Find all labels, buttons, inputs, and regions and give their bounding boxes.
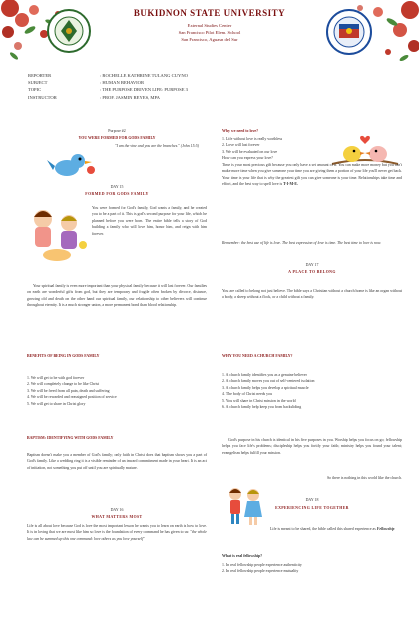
list-item: 2. We will completely change to be like Christ xyxy=(27,382,100,387)
header-line-2: San Francisco Pilot Elem. School xyxy=(178,30,241,35)
church-paragraph: God's purpose in his church is identical in his five purposes in you. Worship helps you focus on go; fellowship helps you face life's problems; discipleship helps you fortify your faith; ministry helps you found your talent; evangelism helps fulfill your mission. xyxy=(222,438,402,455)
info-reporter: REPORTER : ROCHELLE KATHRINE TULANG CUYNO xyxy=(28,73,188,78)
vine-quote: "I am the vine and you are the branches." (John 15:5) xyxy=(115,144,200,148)
list-item: 1. Life without love is really worthless xyxy=(222,137,283,141)
list-item: 5. You will share in Christ mission in the world xyxy=(222,398,296,403)
benefits-list xyxy=(27,375,207,407)
real-fellowship-list xyxy=(222,562,402,575)
purpose-label: Purpose #2 xyxy=(108,129,126,133)
info-instructor: INSTRUCTOR : PROF. JASMIN REYES, MPA xyxy=(28,94,160,100)
benefits-heading: BENEFITS OF BEING IN GODS FAMILY xyxy=(27,354,100,358)
time-word: T-I-M-E. xyxy=(283,182,298,187)
day15-label: DAY 15 xyxy=(110,185,124,189)
list-item: 2. A church family moves you out of self-centered isolation xyxy=(222,379,315,384)
list-item: 6. A church family help keep you from backsliding xyxy=(222,405,302,410)
list-item: How can you express your love? xyxy=(222,156,273,161)
day17-heading: A PLACE TO BELONG xyxy=(288,270,336,274)
day17-label: DAY 17 xyxy=(305,263,319,267)
list-item: 1. In real fellowship people experience authenticity xyxy=(222,563,302,567)
baptism-heading: BAPTISM: IDENTIFYING WITH GODS FAMILY xyxy=(27,436,114,440)
why-love-heading: Why we need to love? xyxy=(222,129,259,133)
day16-heading: WHAT MATTERS MOST xyxy=(91,515,143,519)
formed-heading: YOU WERE FORMED FOR GODS FAMILY xyxy=(78,136,156,140)
report-info xyxy=(28,72,188,101)
cartoon-bird-illustration xyxy=(45,146,100,180)
info-topic: TOPIC : THE PURPOSE DRIVEN LIFE: PURPOSE 3 xyxy=(28,87,188,93)
list-item: 2. In real fellowship people experience mutuality xyxy=(222,569,299,574)
church-list xyxy=(222,372,402,410)
list-item: 1. We will get to be with god forever xyxy=(27,376,85,380)
day15-paragraph-2: Your spiritual family is even more important than your physical family because it will last forever. Our families on earth are wonderful gifts from god, but they are temporary and fragile often broken by divorce, distance, growing old and death on the other hand our spiritual family, our relationship to other believers will continue throughout eternity. It is a much stronger union, a more permanent bond than blood relationship. xyxy=(27,284,207,308)
day15-paragraph-1: You were formed for God's family, God wants a family, and he created you to be a part of it. This is god's second purpose for your life, which he planned before you were born. The entire bible tells a story of God building a family who will love him, honor him, and reign with him forever. xyxy=(92,206,207,236)
fellowship-word: Fellowship xyxy=(376,527,395,531)
header-line-3: San Francisco, Aguasn del Sur xyxy=(181,37,238,42)
real-fellowship-heading: What is real fellowship? xyxy=(222,554,263,558)
list-item: 1. A church family identifies you as a genuine believer xyxy=(222,373,307,377)
day18-paragraph: Life is meant to be shared, the bible called this shared experience as Fellowship xyxy=(270,527,395,531)
list-item: 5. We will get to share in Christ glory xyxy=(27,401,86,406)
list-item: 2. Love will last forever xyxy=(222,143,260,148)
university-title: BUKIDNON STATE UNIVERSITY xyxy=(133,8,286,18)
day16-label: DAY 16 xyxy=(110,508,124,512)
church-closing: So there is nothing in this world like the church. xyxy=(327,476,402,480)
day17-paragraph: You are called to belong not just believe. The bible says a Christian without a church home is like an organ without a body, a sheep without a flock, or a child without a family. xyxy=(222,289,402,300)
day16-quote: "the whole law can be summed up this one command: love others as you love yourself" xyxy=(27,530,207,541)
why-love-list xyxy=(222,136,322,162)
why-church-heading: WHY YOU NEED A CHURCH FAMILY? xyxy=(222,354,293,358)
info-subject: SUBJECT : HUMAN BEHAVIOR xyxy=(28,80,145,86)
list-item: 4. We will be rewarded and reassigned position of service xyxy=(27,395,117,400)
baptism-paragraph: Baptism doesn't make you a member of God's family; only faith in Christ does that baptism shows you a part of God's family. Like a wedding ring it is a visible reminder of an inward commitment made in your heart. It is an act of initiation, not something you put off until you are spiritually mature. xyxy=(27,453,207,470)
header-line-1: External Studies Center xyxy=(187,23,232,28)
list-item: 3. We will be freed from all pain, death and suffering xyxy=(27,388,110,393)
list-item: 3. A church family helps you develop a spiritual muscle xyxy=(222,385,309,390)
cartoon-family-illustration xyxy=(27,205,89,263)
list-item: 3. We will be evaluated on our love xyxy=(222,149,278,154)
day18-heading: EXPERIENCING LIFE TOGETHER xyxy=(275,506,349,510)
day16-paragraph: Life is all about love because God is love the most important lesson he wants you to learn on earth is how to love. It is in loving that we are most like him so love is the foundation of every command he has given to us: "the whole law can be summed up this one command: love others as you love yourself" xyxy=(27,524,207,541)
list-item: 4. The body of Christ needs you xyxy=(222,392,272,397)
day15-heading: FORMED FOR GODS FAMILY xyxy=(85,192,149,196)
remember-note: Remember: the best use of life is love. The best expression of love is time. The best time to love is now. xyxy=(222,241,382,245)
why-love-paragraph: Time is your most precious gift because you only have a set amount of it. You can make more money but you can't make more time when you give someone your time you are giving them a portion of your life you'll never get back. Your time is your life that is why the greatest gift you can give someone is your time. Relationships take time and effort, and the best way to spell love is T-I-M-E. xyxy=(222,163,402,187)
day18-label: DAY 18 xyxy=(305,498,319,502)
